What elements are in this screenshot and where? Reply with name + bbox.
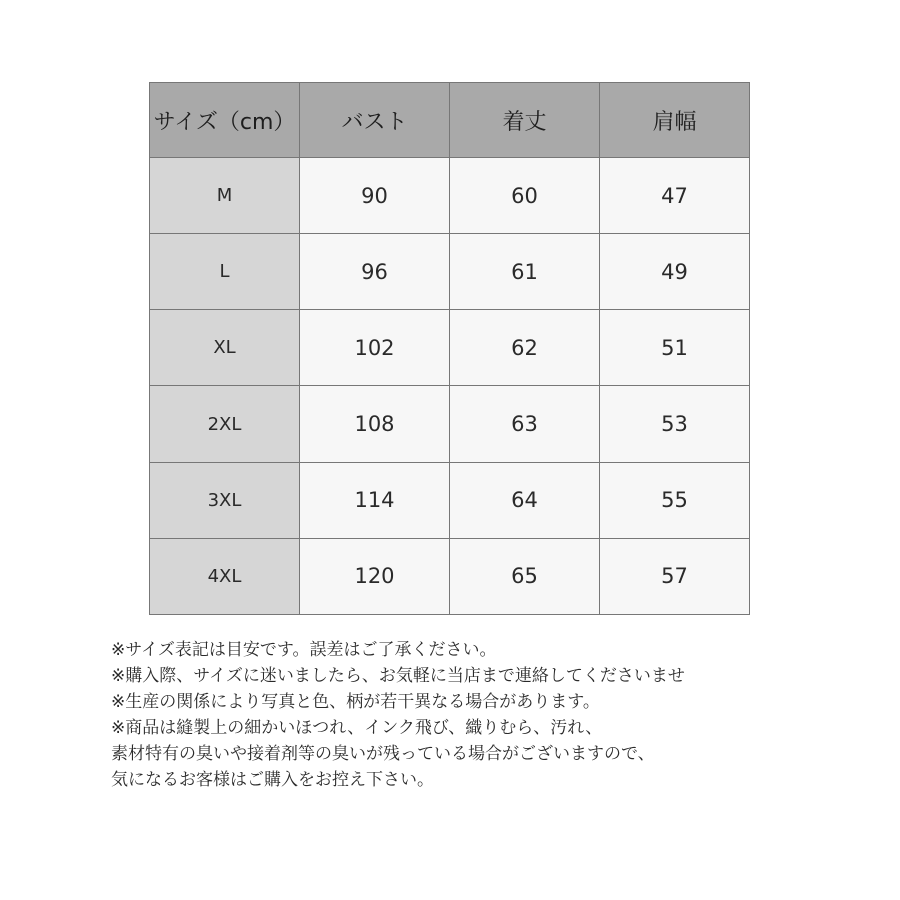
note-line: ※購入際、サイズに迷いましたら、お気軽に当店まで連絡してくださいませ — [111, 666, 685, 686]
table-row — [150, 462, 750, 538]
note-line: ※商品は縫製上の細かいほつれ、インク飛び、織りむら、汚れ、 — [111, 718, 603, 738]
size-label: XL — [150, 310, 300, 386]
size-chart-body — [150, 158, 750, 615]
length-value: 65 — [450, 538, 600, 614]
note-line: 気になるお客様はご購入をお控え下さい。 — [111, 770, 434, 790]
size-notes — [111, 637, 891, 793]
header-length: 着丈 — [450, 83, 600, 158]
size-label: 4XL — [150, 538, 300, 614]
table-row — [150, 386, 750, 462]
size-chart-table — [149, 82, 750, 615]
size-label: M — [150, 158, 300, 234]
size-chart-header — [150, 83, 750, 158]
shoulder-value: 47 — [600, 158, 750, 234]
size-label: 3XL — [150, 462, 300, 538]
length-value: 60 — [450, 158, 600, 234]
bust-value: 114 — [300, 462, 450, 538]
bust-value: 96 — [300, 234, 450, 310]
shoulder-value: 55 — [600, 462, 750, 538]
length-value: 63 — [450, 386, 600, 462]
bust-value: 120 — [300, 538, 450, 614]
length-value: 64 — [450, 462, 600, 538]
table-row — [150, 310, 750, 386]
table-row — [150, 158, 750, 234]
length-value: 62 — [450, 310, 600, 386]
shoulder-value: 51 — [600, 310, 750, 386]
note-line: 素材特有の臭いや接着剤等の臭いが残っている場合がございますので、 — [111, 744, 655, 764]
table-row — [150, 538, 750, 614]
header-row — [150, 83, 750, 158]
bust-value: 108 — [300, 386, 450, 462]
header-size: サイズ（cm） — [150, 83, 300, 158]
table-row — [150, 234, 750, 310]
length-value: 61 — [450, 234, 600, 310]
size-label: L — [150, 234, 300, 310]
shoulder-value: 49 — [600, 234, 750, 310]
bust-value: 90 — [300, 158, 450, 234]
shoulder-value: 53 — [600, 386, 750, 462]
shoulder-value: 57 — [600, 538, 750, 614]
bust-value: 102 — [300, 310, 450, 386]
note-line: ※サイズ表記は目安です。誤差はご了承ください。 — [111, 640, 497, 660]
note-line: ※生産の関係により写真と色、柄が若干異なる場合があります。 — [111, 692, 600, 712]
header-shoulder: 肩幅 — [600, 83, 750, 158]
size-label: 2XL — [150, 386, 300, 462]
header-bust: バスト — [300, 83, 450, 158]
